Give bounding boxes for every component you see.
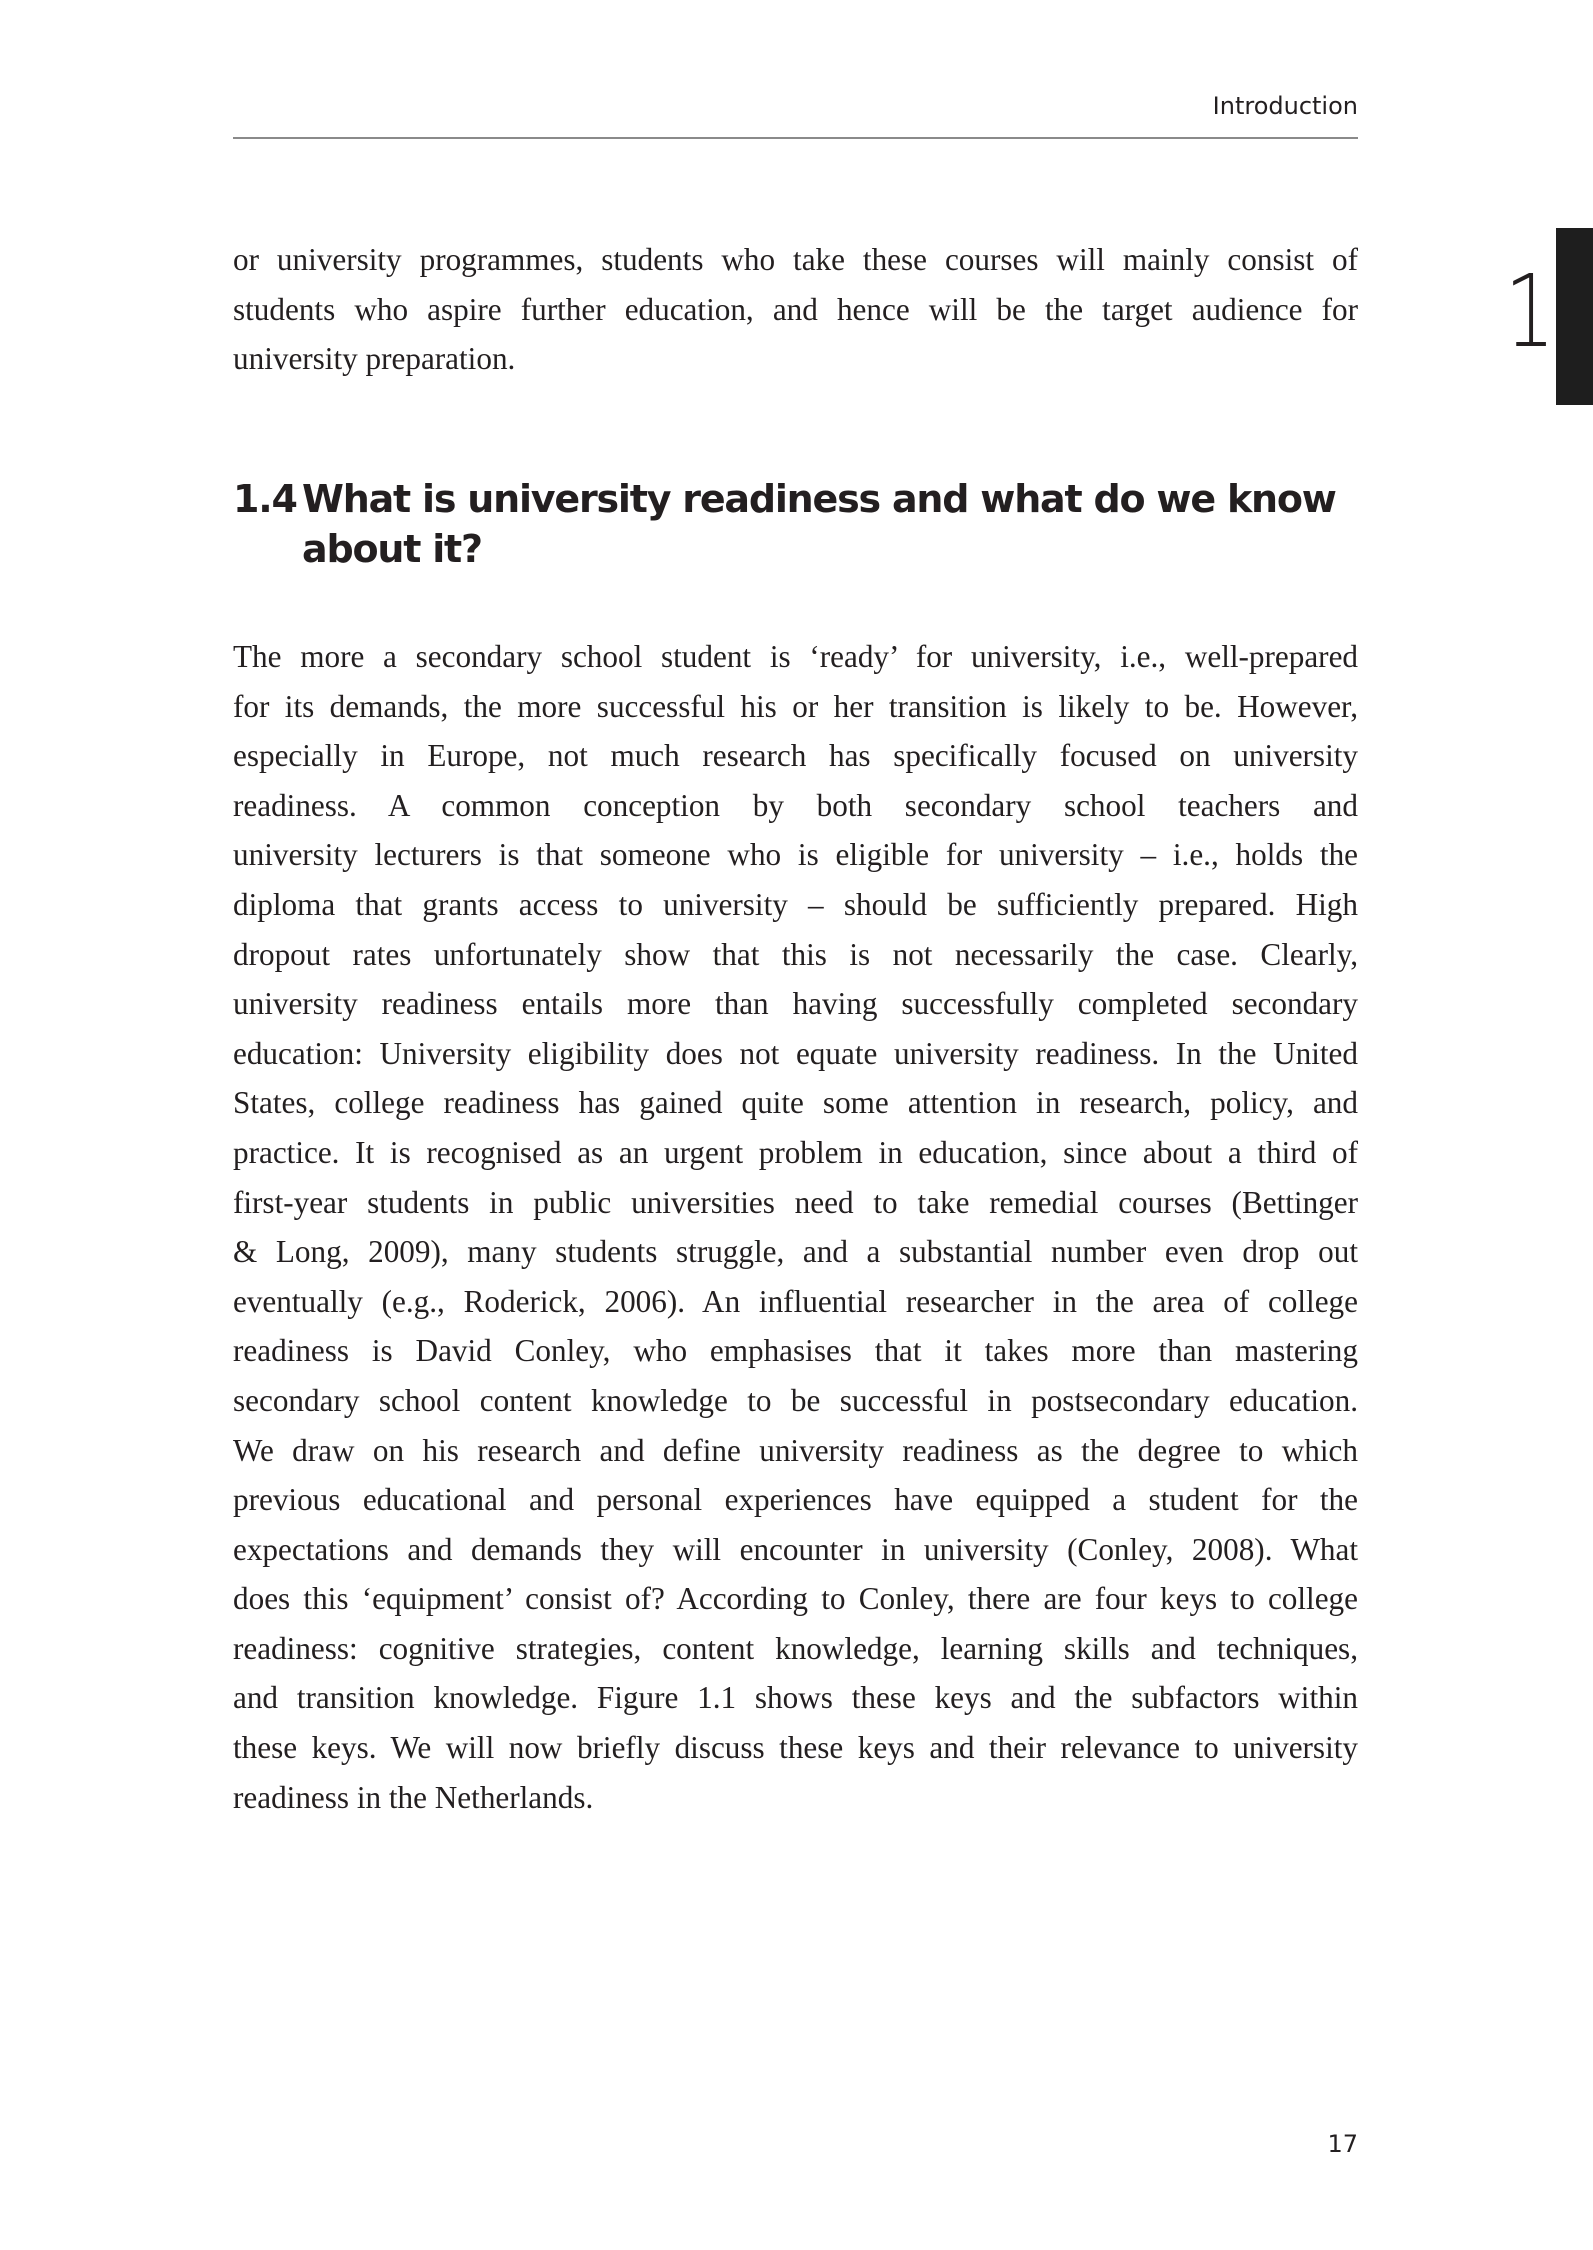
- header-rule: [233, 137, 1358, 139]
- text-line: readiness: cognitive strategies, content knowledge, learning skills and techniques,: [233, 1630, 1358, 1666]
- text-line: States, college readiness has gained quite some attention in research, policy, and: [233, 1085, 1358, 1121]
- text-line: readiness is David Conley, who emphasises that it takes more than mastering: [233, 1333, 1358, 1369]
- text-line: eventually (e.g., Roderick, 2006). An influential researcher in the area of college: [233, 1283, 1358, 1319]
- text-line: readiness in the Netherlands.: [233, 1779, 594, 1815]
- section-number: 1.4: [233, 477, 297, 521]
- text-line: does this ‘equipment’ consist of? According to Conley, there are four keys to college: [233, 1581, 1358, 1617]
- text-line: diploma that grants access to university – should be sufficiently prepared. High: [233, 886, 1358, 922]
- text-line: practice. It is recognised as an urgent problem in education, since about a third of: [233, 1134, 1358, 1170]
- running-header: Introduction: [1212, 92, 1358, 120]
- section-title-line1: What is university readiness and what do we know: [302, 477, 1336, 521]
- section-heading: [233, 474, 1358, 574]
- chapter-tab-marker: [1556, 228, 1593, 405]
- text-line: secondary school content knowledge to be successful in postsecondary education.: [233, 1382, 1358, 1418]
- text-line: or university programmes, students who take these courses will mainly consist of: [233, 242, 1358, 277]
- text-line: for its demands, the more successful his or her transition is likely to be. However,: [233, 688, 1358, 724]
- text-line: students who aspire further education, and hence will be the target audience for: [233, 291, 1358, 327]
- text-line: The more a secondary school student is ‘ready’ for university, i.e., well-prepared: [233, 639, 1358, 674]
- text-line: and transition knowledge. Figure 1.1 shows these keys and the subfactors within: [233, 1680, 1358, 1716]
- text-line: education: University eligibility does not equate university readiness. In the United: [233, 1035, 1358, 1071]
- text-line: these keys. We will now briefly discuss these keys and their relevance to university: [233, 1730, 1358, 1766]
- intro-paragraph: [233, 235, 1358, 384]
- text-line: dropout rates unfortunately show that this is not necessarily the case. Clearly,: [233, 936, 1358, 972]
- text-line: previous educational and personal experiences have equipped a student for the: [233, 1482, 1358, 1518]
- text-line: expectations and demands they will encounter in university (Conley, 2008). What: [233, 1531, 1358, 1567]
- section-title-line2: about it?: [302, 527, 482, 571]
- text-line: readiness. A common conception by both secondary school teachers and: [233, 787, 1358, 823]
- text-line: university lecturers is that someone who is eligible for university – i.e., holds the: [233, 837, 1358, 873]
- text-line: & Long, 2009), many students struggle, and a substantial number even drop out: [233, 1234, 1358, 1270]
- page-number: 17: [1327, 2130, 1358, 2158]
- chapter-number: 1: [1504, 253, 1556, 370]
- text-line: We draw on his research and define university readiness as the degree to which: [233, 1432, 1358, 1468]
- text-line: university preparation.: [233, 341, 516, 377]
- body-paragraph: [233, 632, 1358, 1822]
- text-line: especially in Europe, not much research has specifically focused on university: [233, 738, 1358, 774]
- text-line: first-year students in public universities need to take remedial courses (Bettinger: [233, 1184, 1358, 1220]
- text-line: university readiness entails more than having successfully completed secondary: [233, 986, 1358, 1022]
